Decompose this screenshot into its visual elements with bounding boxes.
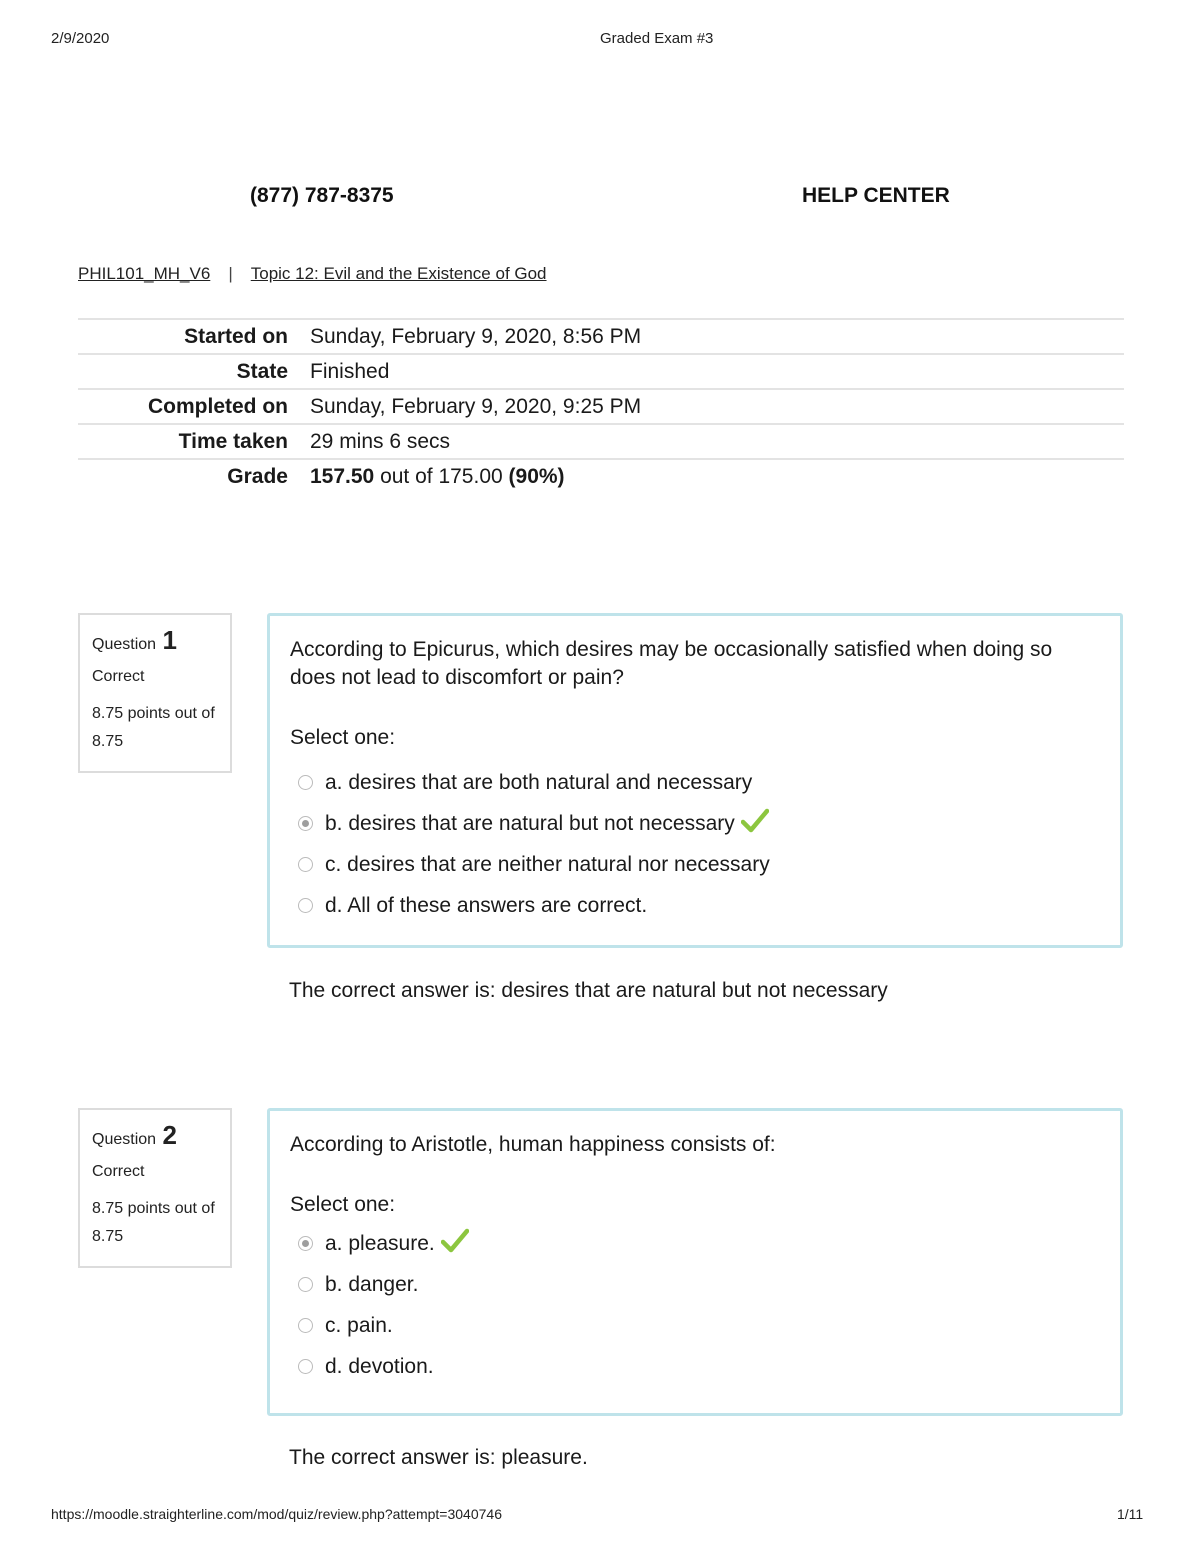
breadcrumb-course[interactable]: PHIL101_MH_V6 <box>78 264 211 283</box>
print-date: 2/9/2020 <box>51 30 110 47</box>
answer-option-a[interactable] <box>290 1223 1100 1264</box>
state-label: State <box>236 359 288 383</box>
print-url: https://moodle.straighterline.com/mod/quiz/review.php?attempt=3040746 <box>51 1506 502 1522</box>
summary-row-started <box>78 319 1124 354</box>
answer-label: a. desires that are both natural and necessary <box>325 770 753 794</box>
answer-option-d[interactable] <box>290 885 1100 926</box>
summary-row-state <box>78 354 1124 389</box>
print-page-number: 1/11 <box>1117 1506 1144 1522</box>
summary-row-completed <box>78 389 1124 424</box>
question-1-content <box>267 613 1123 948</box>
breadcrumb-topic[interactable]: Topic 12: Evil and the Existence of God <box>250 264 547 283</box>
question-grade: 8.75 points out of 8.75 <box>92 705 215 750</box>
question-2-right-answer: The correct answer is: pleasure. <box>289 1446 588 1469</box>
grade-rest: out of 175.00 <box>374 465 509 488</box>
summary-row-grade <box>78 459 1124 494</box>
checkmark-icon <box>441 1228 469 1260</box>
answer-label: d. All of these answers are correct. <box>325 893 648 917</box>
breadcrumb-separator: | <box>228 264 233 283</box>
question-state: Correct <box>92 1163 145 1180</box>
question-label: Question <box>92 1131 157 1148</box>
checkmark-icon <box>741 808 769 840</box>
phone-number[interactable]: (877) 787-8375 <box>250 184 394 207</box>
question-2-info <box>78 1108 232 1268</box>
grade-value <box>310 459 1124 494</box>
question-1-right-answer: The correct answer is: desires that are natural but not necessary <box>289 979 888 1002</box>
answer-option-b[interactable] <box>290 803 1100 844</box>
question-number: 2 <box>162 1120 177 1150</box>
answer-label: d. devotion. <box>325 1354 434 1378</box>
time-value: 29 mins 6 secs <box>310 429 451 453</box>
question-1-info <box>78 613 232 773</box>
radio-button[interactable] <box>298 857 313 872</box>
answer-label: c. desires that are neither natural nor necessary <box>325 852 770 876</box>
answer-label: c. pain. <box>325 1313 393 1337</box>
answer-label: a. pleasure. <box>325 1231 435 1255</box>
grade-score: 157.50 <box>310 465 375 488</box>
question-2-content <box>267 1108 1123 1416</box>
radio-button[interactable] <box>298 1318 313 1333</box>
answer-option-c[interactable] <box>290 844 1100 885</box>
grade-percent: (90%) <box>508 465 565 488</box>
print-title: Graded Exam #3 <box>600 30 714 47</box>
summary-row-time <box>78 424 1124 459</box>
help-center-link[interactable]: HELP CENTER <box>802 184 950 207</box>
question-label: Question <box>92 636 157 653</box>
answer-label: b. desires that are natural but not necessary <box>325 811 735 835</box>
question-state: Correct <box>92 668 145 685</box>
state-value: Finished <box>310 359 390 383</box>
radio-button-selected[interactable] <box>298 816 313 831</box>
question-grade: 8.75 points out of 8.75 <box>92 1200 215 1245</box>
started-value: Sunday, February 9, 2020, 8:56 PM <box>310 324 642 348</box>
time-label: Time taken <box>178 429 288 453</box>
started-label: Started on <box>184 324 288 348</box>
radio-button[interactable] <box>298 898 313 913</box>
select-prompt: Select one: <box>290 726 396 749</box>
answer-label: b. danger. <box>325 1272 419 1296</box>
radio-button[interactable] <box>298 775 313 790</box>
breadcrumb <box>78 264 547 284</box>
question-number: 1 <box>162 625 177 655</box>
question-text: According to Epicurus, which desires may be occasionally satisfied when doing so does not lead to discomfort or pain? <box>290 638 1053 689</box>
radio-button-selected[interactable] <box>298 1236 313 1251</box>
question-text: According to Aristotle, human happiness consists of: <box>290 1133 776 1156</box>
grade-label: Grade <box>227 465 288 488</box>
answer-option-b[interactable] <box>290 1264 1100 1305</box>
radio-button[interactable] <box>298 1359 313 1374</box>
answer-option-d[interactable] <box>290 1346 1100 1387</box>
completed-value: Sunday, February 9, 2020, 9:25 PM <box>310 394 642 418</box>
answer-option-c[interactable] <box>290 1305 1100 1346</box>
radio-button[interactable] <box>298 1277 313 1292</box>
attempt-summary-table <box>78 318 1124 494</box>
completed-label: Completed on <box>148 394 288 418</box>
answer-option-a[interactable] <box>290 762 1100 803</box>
select-prompt: Select one: <box>290 1193 396 1216</box>
